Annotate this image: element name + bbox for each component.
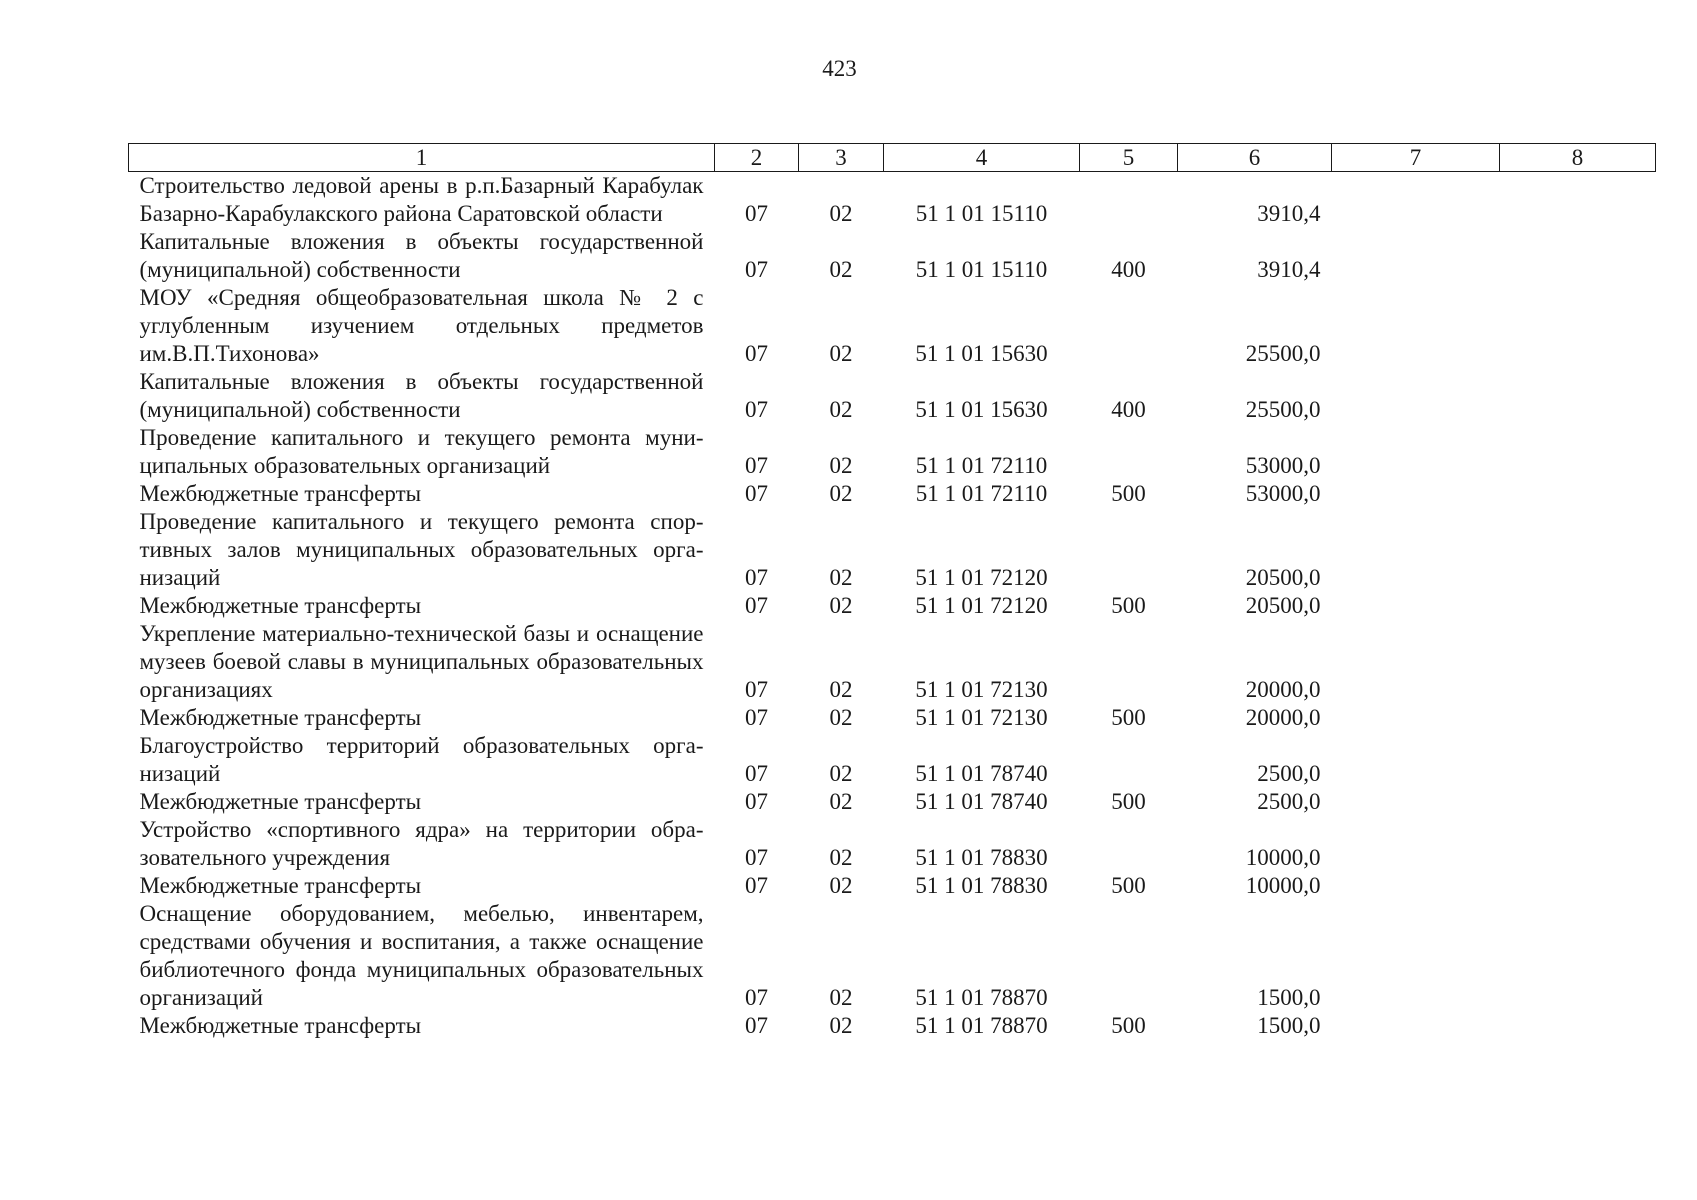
row-subsection: 02 [829, 481, 853, 506]
row-col-7 [1332, 368, 1500, 424]
row-subsection: 02 [829, 565, 853, 590]
row-col-7 [1332, 1012, 1500, 1040]
row-subsection: 02 [829, 453, 853, 478]
row-col-7 [1332, 508, 1500, 592]
row-expense-type: 500 [1111, 705, 1146, 730]
row-expense-type [1080, 424, 1178, 480]
row-target-article: 51 1 01 78870 [915, 1013, 1048, 1038]
row-col-8 [1500, 788, 1656, 816]
row-subsection: 02 [829, 593, 853, 618]
row-subsection: 02 [829, 705, 853, 730]
table-row [129, 228, 1656, 284]
table-row [129, 592, 1656, 620]
row-section: 07 [745, 481, 768, 506]
row-subsection: 02 [829, 761, 853, 786]
table-row [129, 172, 1656, 229]
row-col-7 [1332, 424, 1500, 480]
row-target-article: 51 1 01 72110 [915, 453, 1048, 478]
row-section: 07 [745, 677, 768, 702]
row-amount: 2500,0 [1257, 761, 1321, 786]
row-amount: 3910,4 [1257, 201, 1321, 226]
table-row [129, 900, 1656, 1012]
row-section: 07 [745, 789, 768, 814]
row-expense-type [1080, 816, 1178, 872]
row-section: 07 [745, 453, 768, 478]
table-row [129, 620, 1656, 704]
table-row [129, 788, 1656, 816]
row-section: 07 [745, 985, 768, 1010]
header-col-2: 2 [715, 144, 799, 172]
row-section: 07 [745, 565, 768, 590]
row-amount: 10000,0 [1245, 845, 1321, 870]
row-expense-type: 500 [1111, 593, 1146, 618]
row-expense-type [1080, 900, 1178, 1012]
row-col-8 [1500, 424, 1656, 480]
row-col-8 [1500, 172, 1656, 229]
row-target-article: 51 1 01 72130 [915, 677, 1048, 702]
row-amount: 20500,0 [1245, 593, 1321, 618]
row-expense-type: 400 [1111, 397, 1146, 422]
page-number-text: 423 [822, 56, 857, 81]
row-amount: 25500,0 [1245, 341, 1321, 366]
row-target-article: 51 1 01 78740 [915, 789, 1048, 814]
row-target-article: 51 1 01 78870 [915, 985, 1048, 1010]
row-name: Капитальные вложения в объекты государственной (муниципальной) собственности [139, 229, 704, 282]
row-subsection: 02 [829, 257, 853, 282]
header-row [129, 144, 1656, 172]
table-row [129, 508, 1656, 592]
row-name: Межбюджетные трансферты [139, 481, 422, 506]
row-col-7 [1332, 816, 1500, 872]
row-col-7 [1332, 620, 1500, 704]
row-expense-type [1080, 620, 1178, 704]
row-expense-type: 500 [1111, 481, 1146, 506]
row-name: Проведение капитального и текущего ремонта муниципальных образовательных организаций [139, 425, 704, 478]
row-col-7 [1332, 480, 1500, 508]
row-amount: 3910,4 [1257, 257, 1321, 282]
table-row [129, 480, 1656, 508]
header-col-5: 5 [1080, 144, 1178, 172]
table-row [129, 1012, 1656, 1040]
row-amount: 10000,0 [1245, 873, 1321, 898]
row-subsection: 02 [829, 201, 853, 226]
row-col-8 [1500, 508, 1656, 592]
header-col-7: 7 [1332, 144, 1500, 172]
row-subsection: 02 [829, 985, 853, 1010]
header-col-4: 4 [884, 144, 1080, 172]
row-section: 07 [745, 257, 768, 282]
row-name: Межбюджетные трансферты [139, 1013, 422, 1038]
row-col-8 [1500, 620, 1656, 704]
row-name: Благоустройство территорий образовательных организаций [139, 733, 704, 786]
row-amount: 1500,0 [1257, 1013, 1321, 1038]
row-name: Устройство «спортивного ядра» на территории образовательного учреждения [139, 817, 704, 870]
table-row [129, 704, 1656, 732]
row-name: Укрепление материально-технической базы и оснащение музеев боевой славы в муниципальных образовательных организациях [139, 621, 704, 702]
row-amount: 53000,0 [1245, 453, 1321, 478]
row-section: 07 [745, 1013, 768, 1038]
header-col-6: 6 [1178, 144, 1332, 172]
row-target-article: 51 1 01 72130 [915, 705, 1048, 730]
row-col-7 [1332, 172, 1500, 229]
row-target-article: 51 1 01 78830 [915, 845, 1048, 870]
row-col-8 [1500, 228, 1656, 284]
table-row [129, 284, 1656, 368]
row-subsection: 02 [829, 845, 853, 870]
row-col-7 [1332, 900, 1500, 1012]
row-col-8 [1500, 1012, 1656, 1040]
row-col-8 [1500, 872, 1656, 900]
row-name: Оснащение оборудованием, мебелью, инвентарем, средствами обучения и воспитания, а также оснащение библиотечного фонда муниципальных образовательных организаций [139, 901, 704, 1010]
row-section: 07 [745, 201, 768, 226]
row-name: Проведение капитального и текущего ремонта спортивных залов муниципальных образовательных организаций [139, 509, 704, 590]
header-col-3: 3 [799, 144, 884, 172]
row-name: Строительство ледовой арены в р.п.Базарный Карабулак Базарно-Карабулакского района Саратовской области [139, 173, 704, 226]
row-expense-type: 500 [1111, 1013, 1146, 1038]
row-subsection: 02 [829, 341, 853, 366]
row-section: 07 [745, 397, 768, 422]
row-section: 07 [745, 761, 768, 786]
row-subsection: 02 [829, 873, 853, 898]
row-target-article: 51 1 01 15630 [915, 397, 1048, 422]
row-col-8 [1500, 284, 1656, 368]
row-expense-type [1080, 732, 1178, 788]
row-target-article: 51 1 01 15110 [915, 201, 1048, 226]
row-target-article: 51 1 01 15110 [915, 257, 1048, 282]
row-section: 07 [745, 705, 768, 730]
row-section: 07 [745, 873, 768, 898]
row-col-8 [1500, 592, 1656, 620]
row-col-8 [1500, 732, 1656, 788]
row-col-7 [1332, 872, 1500, 900]
row-target-article: 51 1 01 72120 [915, 593, 1048, 618]
row-amount: 53000,0 [1245, 481, 1321, 506]
row-col-8 [1500, 816, 1656, 872]
table-row [129, 368, 1656, 424]
row-col-7 [1332, 592, 1500, 620]
row-col-7 [1332, 704, 1500, 732]
row-name: Межбюджетные трансферты [139, 705, 422, 730]
row-target-article: 51 1 01 15630 [915, 341, 1048, 366]
row-name: Межбюджетные трансферты [139, 593, 422, 618]
row-section: 07 [745, 341, 768, 366]
row-section: 07 [745, 593, 768, 618]
row-name: Капитальные вложения в объекты государственной (муниципальной) собственности [139, 369, 704, 422]
row-col-7 [1332, 228, 1500, 284]
table-header [129, 144, 1656, 172]
row-col-8 [1500, 368, 1656, 424]
row-target-article: 51 1 01 72110 [915, 481, 1048, 506]
row-subsection: 02 [829, 677, 853, 702]
row-col-8 [1500, 480, 1656, 508]
row-expense-type: 500 [1111, 789, 1146, 814]
table-row [129, 816, 1656, 872]
row-name: МОУ «Средняя общеобразовательная школа № 2 с углубленным изучением отдельных предметов им.В.П.Тихонова» [139, 285, 704, 366]
row-expense-type: 400 [1111, 257, 1146, 282]
table-row [129, 732, 1656, 788]
row-subsection: 02 [829, 1013, 853, 1038]
row-target-article: 51 1 01 78830 [915, 873, 1048, 898]
row-target-article: 51 1 01 72120 [915, 565, 1048, 590]
row-amount: 25500,0 [1245, 397, 1321, 422]
row-amount: 20500,0 [1245, 565, 1321, 590]
table-row [129, 424, 1656, 480]
row-col-7 [1332, 284, 1500, 368]
row-name: Межбюджетные трансферты [139, 873, 422, 898]
row-expense-type [1080, 172, 1178, 229]
row-amount: 2500,0 [1257, 789, 1321, 814]
row-subsection: 02 [829, 397, 853, 422]
row-amount: 1500,0 [1257, 985, 1321, 1010]
row-expense-type: 500 [1111, 873, 1146, 898]
row-col-8 [1500, 900, 1656, 1012]
row-amount: 20000,0 [1245, 705, 1321, 730]
row-col-7 [1332, 732, 1500, 788]
page-number [0, 56, 1697, 82]
row-subsection: 02 [829, 789, 853, 814]
row-col-7 [1332, 788, 1500, 816]
budget-table [128, 143, 1656, 1040]
row-expense-type [1080, 508, 1178, 592]
row-amount: 20000,0 [1245, 677, 1321, 702]
row-section: 07 [745, 845, 768, 870]
row-target-article: 51 1 01 78740 [915, 761, 1048, 786]
row-col-8 [1500, 704, 1656, 732]
header-col-8: 8 [1500, 144, 1656, 172]
row-name: Межбюджетные трансферты [139, 789, 422, 814]
table-row [129, 872, 1656, 900]
row-expense-type [1080, 284, 1178, 368]
header-col-1: 1 [129, 144, 715, 172]
table-body [129, 172, 1656, 1041]
